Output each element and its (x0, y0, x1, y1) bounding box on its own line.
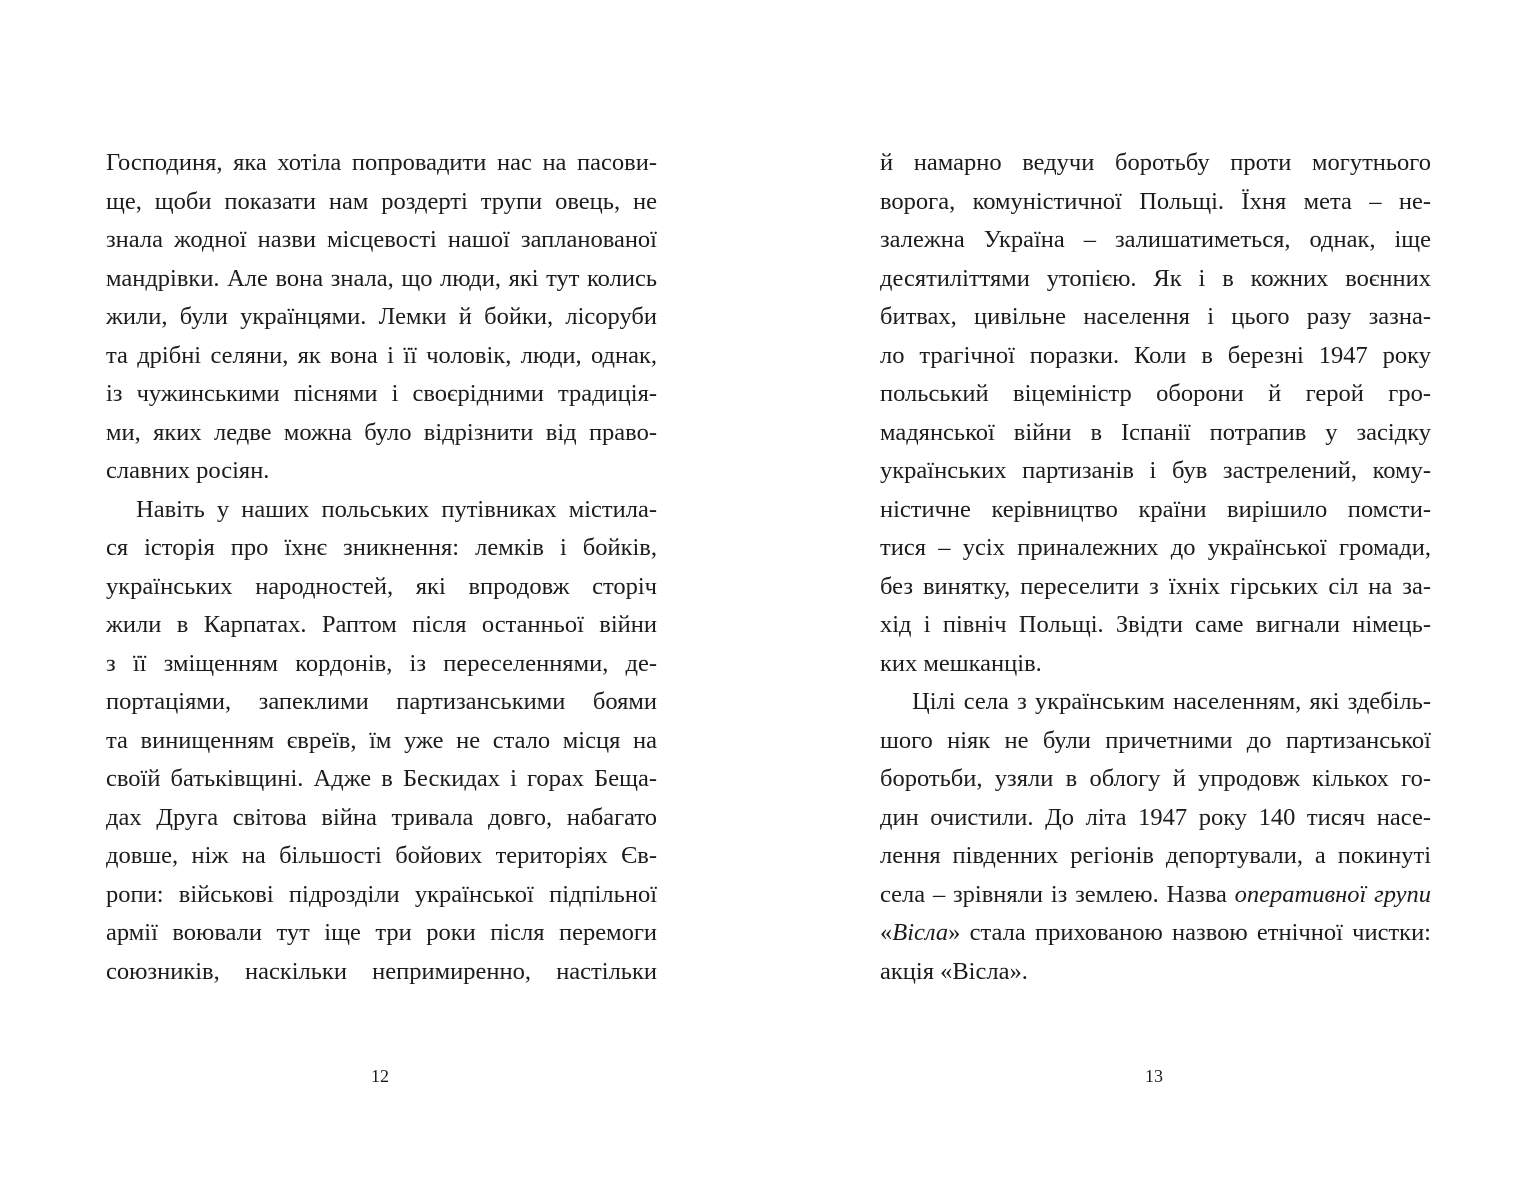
paragraph-end-line: акція «Вісла». (880, 957, 1028, 985)
text-line: мадянської війни в Іспанії потрапив у засідку (880, 418, 1431, 446)
text-line-with-italic (880, 876, 1431, 915)
right-page (768, 0, 1536, 1182)
text-line: союзників, наскільки непримиренно, настільки (106, 957, 657, 985)
text-line: шого ніяк не були причетними до партизанської (880, 726, 1431, 754)
text-line: хід і північ Польщі. Звідти саме вигнали німець- (880, 611, 1431, 638)
text-line: й намарно ведучи боротьбу проти могутнього (880, 149, 1431, 176)
text-line: знала жодної назви місцевості нашої запланованої (106, 226, 657, 253)
paragraph-first-line: Навіть у наших польських путівниках містила- (136, 495, 657, 523)
left-page-text (106, 144, 657, 991)
text-line: ся історія про їхнє зникнення: лемків і бойків, (106, 534, 657, 561)
page-number-left: 12 (371, 1066, 389, 1086)
text-segment: » стала прихованою назвою етнічної чистки: (948, 919, 1431, 946)
text-line: дах Друга світова війна тривала довго, набагато (106, 803, 657, 831)
text-line: з її зміщенням кордонів, із переселеннями, де- (106, 649, 657, 677)
text-line: без винятку, переселити з їхніх гірських сіл на за- (880, 572, 1431, 600)
text-line: портаціями, запеклими партизанськими боями (106, 688, 657, 715)
text-line: тися – усіх приналежних до української громади, (880, 534, 1431, 561)
text-line: дин очистили. До літа 1947 року 140 тисяч насе- (880, 803, 1431, 831)
text-line: битвах, цивільне населення і цього разу зазна- (880, 303, 1431, 330)
text-line: та дрібні селяни, як вона і її чоловік, люди, однак, (106, 341, 657, 369)
text-line: українських народностей, які впродовж сторіч (106, 572, 657, 600)
text-line-with-italic (880, 914, 1431, 953)
text-segment: « (880, 919, 893, 946)
text-line: ропи: військові підрозділи української підпільної (106, 880, 657, 908)
right-page-text (880, 144, 1431, 991)
text-line: боротьби, узяли в облогу й упродовж кількох го- (880, 765, 1431, 792)
text-line: ми, яких ледве можна було відрізнити від право- (106, 418, 657, 446)
text-line: українських партизанів і був застрелений, кому- (880, 457, 1431, 484)
italic-term: оперативної групи (1234, 880, 1431, 908)
paragraph-end-line: ких мешканців. (880, 649, 1042, 677)
text-line: мандрівки. Але вона знала, що люди, які тут колись (106, 264, 657, 292)
paragraph-first-line: Цілі села з українським населенням, які здебіль- (912, 688, 1431, 715)
text-segment: села – зрівняли із землею. Назва (880, 880, 1235, 908)
page-number-right: 13 (1145, 1066, 1163, 1086)
text-line: жили в Карпатах. Раптом після останньої війни (106, 611, 657, 638)
italic-term: Вісла (892, 919, 949, 946)
text-line: Господиня, яка хотіла попровадити нас на пасови- (106, 149, 657, 176)
text-line: довше, ніж на більшості бойових територіях Єв- (106, 842, 657, 869)
text-line: жили, були українцями. Лемки й бойки, лісоруби (106, 303, 657, 330)
paragraph-end-line: славних росіян. (106, 457, 270, 484)
text-line: ще, щоби показати нам роздерті трупи овець, не (106, 187, 657, 215)
text-line: ворога, комуністичної Польщі. Їхня мета – не- (880, 187, 1431, 215)
text-line: лення південних регіонів депортували, а покинуті (880, 842, 1431, 869)
text-line: ло трагічної поразки. Коли в березні 1947 року (880, 341, 1431, 369)
text-line: армії воювали тут іще три роки після перемоги (106, 919, 657, 946)
text-line: десятиліттями утопією. Як і в кожних воєнних (880, 264, 1431, 292)
text-line: своїй батьківщині. Адже в Бескидах і горах Беща- (106, 765, 657, 792)
text-line: польський віцеміністр оборони й герой гро- (880, 380, 1431, 407)
text-line: із чужинськими піснями і своєрідними традиція- (106, 380, 657, 407)
text-line: залежна Україна – залишатиметься, однак, іще (880, 226, 1431, 253)
text-line: ністичне керівництво країни вирішило помсти- (880, 495, 1431, 523)
text-line: та винищенням євреїв, їм уже не стало місця на (106, 726, 657, 754)
